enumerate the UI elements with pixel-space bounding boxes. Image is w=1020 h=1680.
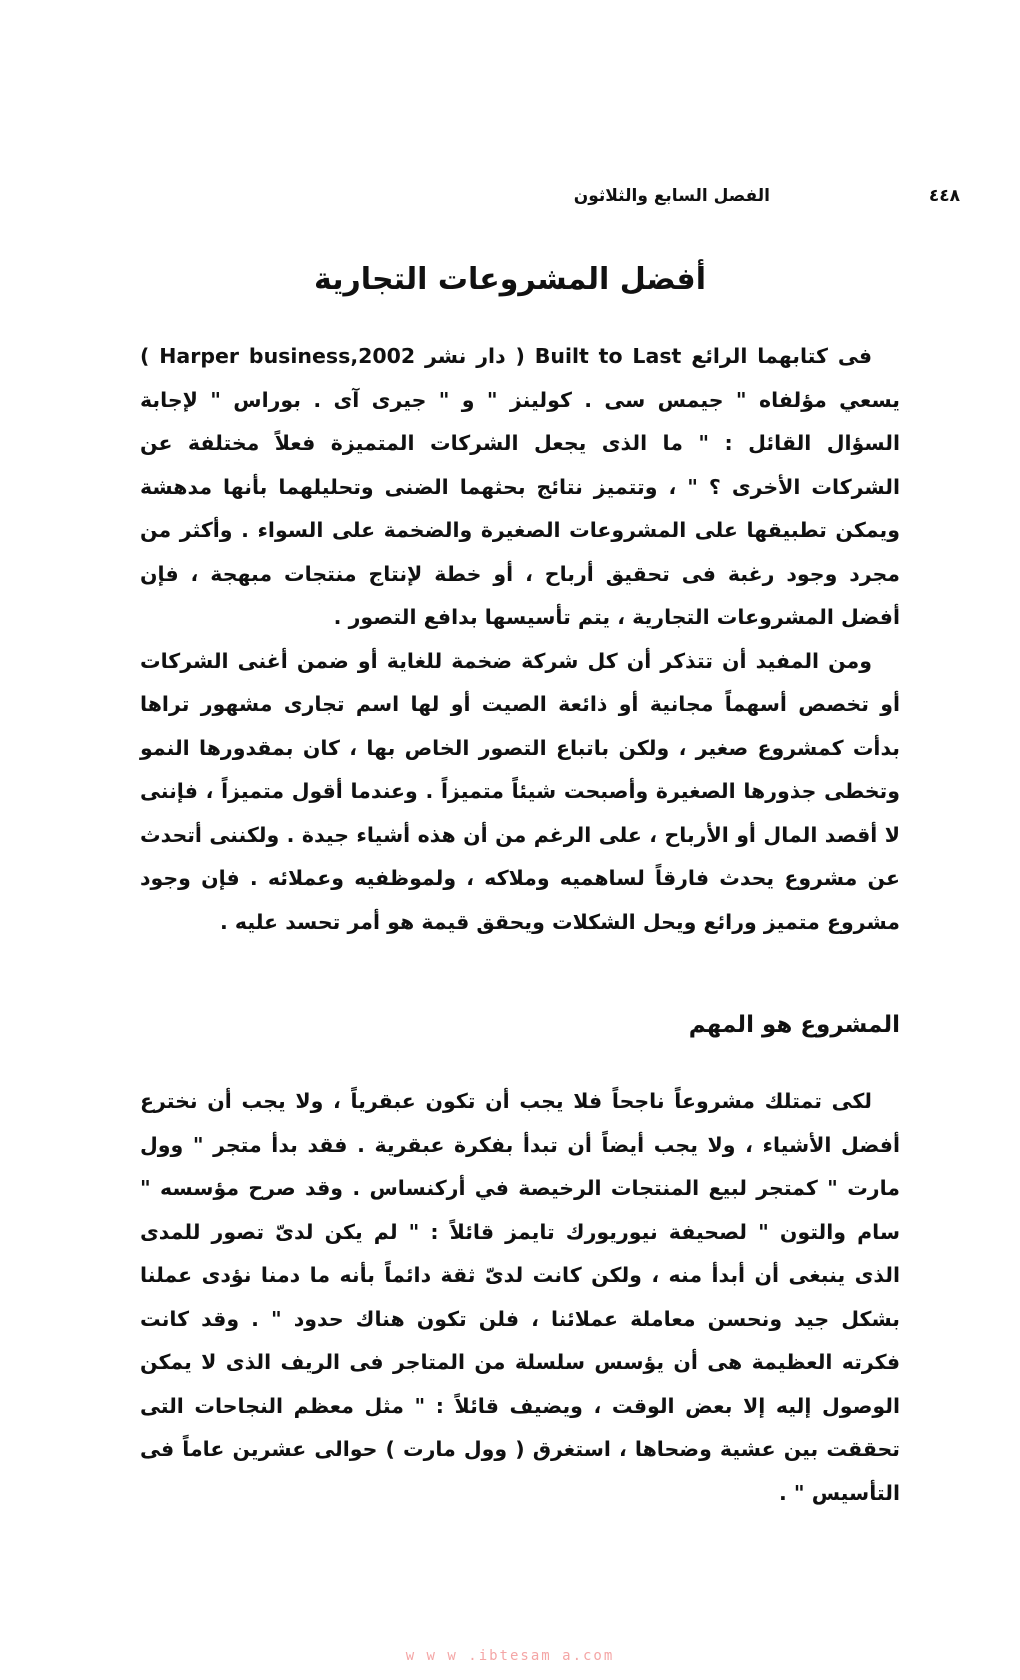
watermark: w w w .ibtesam a.com: [405, 1648, 615, 1664]
paragraph: ومن المفيد أن تتذكر أن كل شركة ضخمة للغاية أو ضمن أغنى الشركات أو تخصص أسهماً مجانية أو ذائعة الصيت أو لها اسم تجارى مشهور تراها بدأت كمشروع صغير ، ولكن باتباع التصور الخاص بها ، كان بمقدورها النمو وتخطى جذورها الصغيرة وأصبحت شيئاً متميزاً . وعندما أقول متميزاً ، فإننى لا أقصد المال أو الأرباح ، على الرغم من أن هذه أشياء جيدة . ولكننى أتحدث عن مشروع يحدث فارقاً لساهميه وملاكه ، ولموظفيه وعملائه . فإن وجود مشروع متميز ورائع ويحل الشكلات ويحقق قيمة هو أمر تحسد عليه .: [140, 648, 900, 934]
subheading: المشروع هو المهم: [688, 1012, 900, 1038]
section2-body: [140, 1080, 900, 1515]
running-header: [380, 178, 960, 218]
page-number: ٤٤٨: [928, 186, 960, 206]
chapter-title: الفصل السابع والثلاثون: [573, 186, 770, 206]
paragraph: فى كتابهما الرائع Built to Last ( دار نشر Harper business,2002 ) يسعي مؤلفاه " جيمس سى . كولينز " و " جيرى آى . بوراس " لإجابة السؤال القائل : " ما الذى يجعل الشركات المتميزة فعلاً مختلفة عن الشركات الأخرى ؟ " ، وتتميز نتائج بحثهما الضنى وتحليلهما بأنها مدهشة ويمكن تطبيقها على المشروعات الصغيرة والضخمة على السواء . وأكثر من مجرد وجود رغبة فى تحقيق أرباح ، أو خطة لإنتاج منتجات مبهجة ، فإن أفضل المشروعات التجارية ، يتم تأسيسها بدافع التصور .: [140, 344, 900, 629]
paragraph: لكى تمتلك مشروعاً ناجحاً فلا يجب أن تكون عبقرياً ، ولا يجب أن نخترع أفضل الأشياء ، ولا يجب أيضاً أن تبدأ بفكرة عبقرية . فقد بدأ متجر " وول مارت " كمتجر لبيع المنتجات الرخيصة في أركنساس . وقد صرح مؤسسه " سام والتون " لصحيفة نيوريورك تايمز قائلاً : " لم يكن لدىّ تصور للمدى الذى ينبغى أن أبدأ منه ، ولكن كانت لدىّ ثقة دائماً بأنه ما دمنا نؤدى عملنا بشكل جيد ونحسن معاملة عملائنا ، فلن تكون هناك حدود " . وقد كانت فكرته العظيمة هى أن يؤسس سلسلة من المتاجر فى الريف الذى لا يمكن الوصول إليه إلا بعض الوقت ، ويضيف قائلاً : " مثل معظم النجاحات التى تحققت بين عشية وضحاها ، استغرق ( وول مارت ) حوالى عشرين عاماً فى التأسيس " .: [140, 1089, 900, 1505]
section1-body: [140, 335, 900, 944]
section-title: أفضل المشروعات التجارية: [314, 262, 706, 297]
